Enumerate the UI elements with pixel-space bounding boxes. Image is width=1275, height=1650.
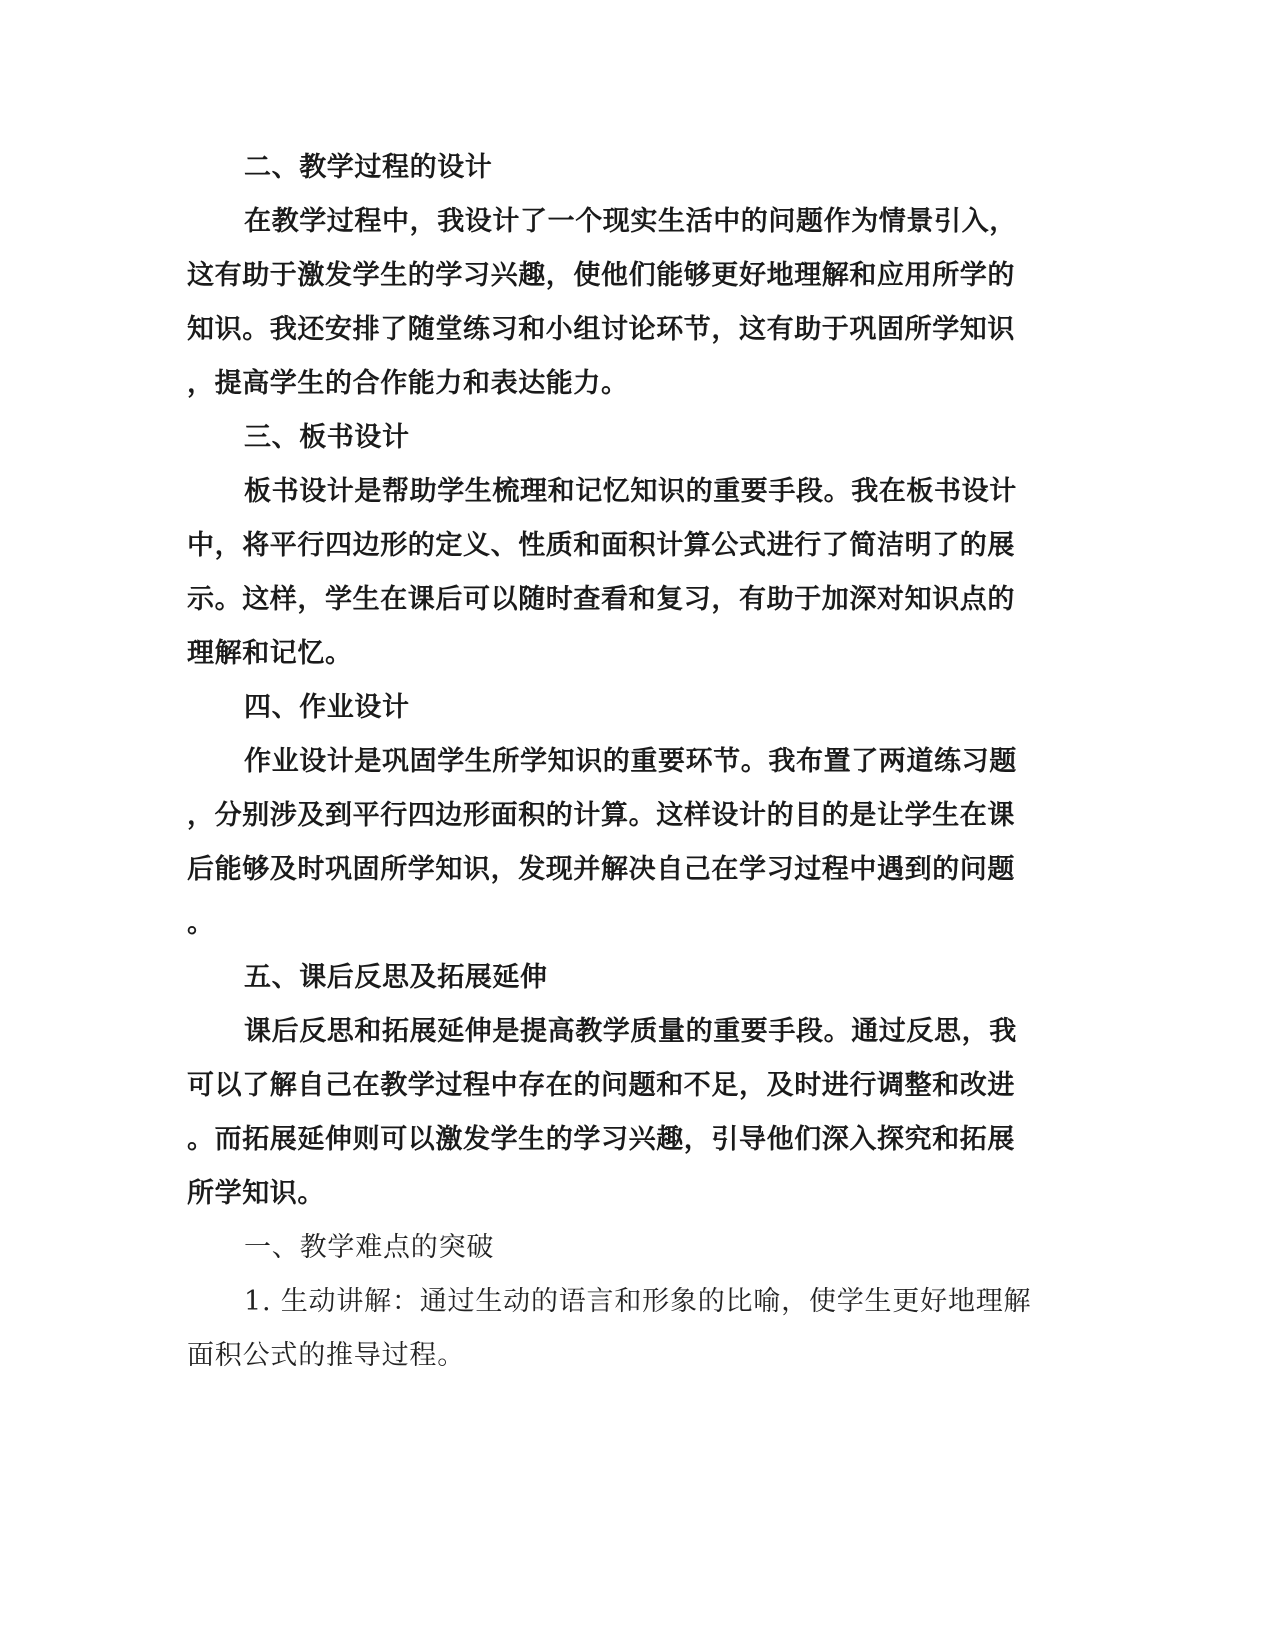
paragraph-line: ，提高学生的合作能力和表达能力。	[187, 368, 629, 399]
paragraph-line: 板书设计是帮助学生梳理和记忆知识的重要手段。我在板书设计	[244, 476, 1017, 507]
paragraph-line: 示。这样，学生在课后可以随时查看和复习，有助于加深对知识点的	[187, 584, 1015, 615]
paragraph-line: 。而拓展延伸则可以激发学生的学习兴趣，引导他们深入探究和拓展	[187, 1124, 1015, 1155]
paragraph-line: 课后反思和拓展延伸是提高教学质量的重要手段。通过反思，我	[244, 1016, 1017, 1047]
paragraph-line: ，分别涉及到平行四边形面积的计算。这样设计的目的是让学生在课	[187, 800, 1015, 831]
paragraph-line: 可以了解自己在教学过程中存在的问题和不足，及时进行调整和改进	[187, 1070, 1015, 1101]
paragraph-line: 在教学过程中，我设计了一个现实生活中的问题作为情景引入，	[244, 206, 1017, 237]
paragraph-line: 后能够及时巩固所学知识，发现并解决自己在学习过程中遇到的问题	[187, 854, 1015, 885]
section-heading: 三、板书设计	[244, 422, 410, 453]
paragraph-line: 面积公式的推导过程。	[187, 1340, 465, 1371]
section-heading: 二、教学过程的设计	[244, 152, 493, 183]
paragraph-line: 理解和记忆。	[187, 638, 353, 669]
paragraph-line: 中，将平行四边形的定义、性质和面积计算公式进行了简洁明了的展	[187, 530, 1015, 561]
section-heading: 五、课后反思及拓展延伸	[244, 962, 548, 993]
section-heading: 四、作业设计	[244, 692, 410, 723]
paragraph-line: 所学知识。	[187, 1178, 325, 1209]
paragraph-line: 。	[187, 908, 215, 939]
paragraph-line: 这有助于激发学生的学习兴趣，使他们能够更好地理解和应用所学的	[187, 260, 1015, 291]
section-heading: 一、教学难点的突破	[244, 1232, 495, 1263]
paragraph-line: 知识。我还安排了随堂练习和小组讨论环节，这有助于巩固所学知识	[187, 314, 1015, 345]
paragraph-line: 1. 生动讲解：通过生动的语言和形象的比喻，使学生更好地理解	[244, 1286, 1032, 1317]
paragraph-line: 作业设计是巩固学生所学知识的重要环节。我布置了两道练习题	[244, 746, 1017, 777]
